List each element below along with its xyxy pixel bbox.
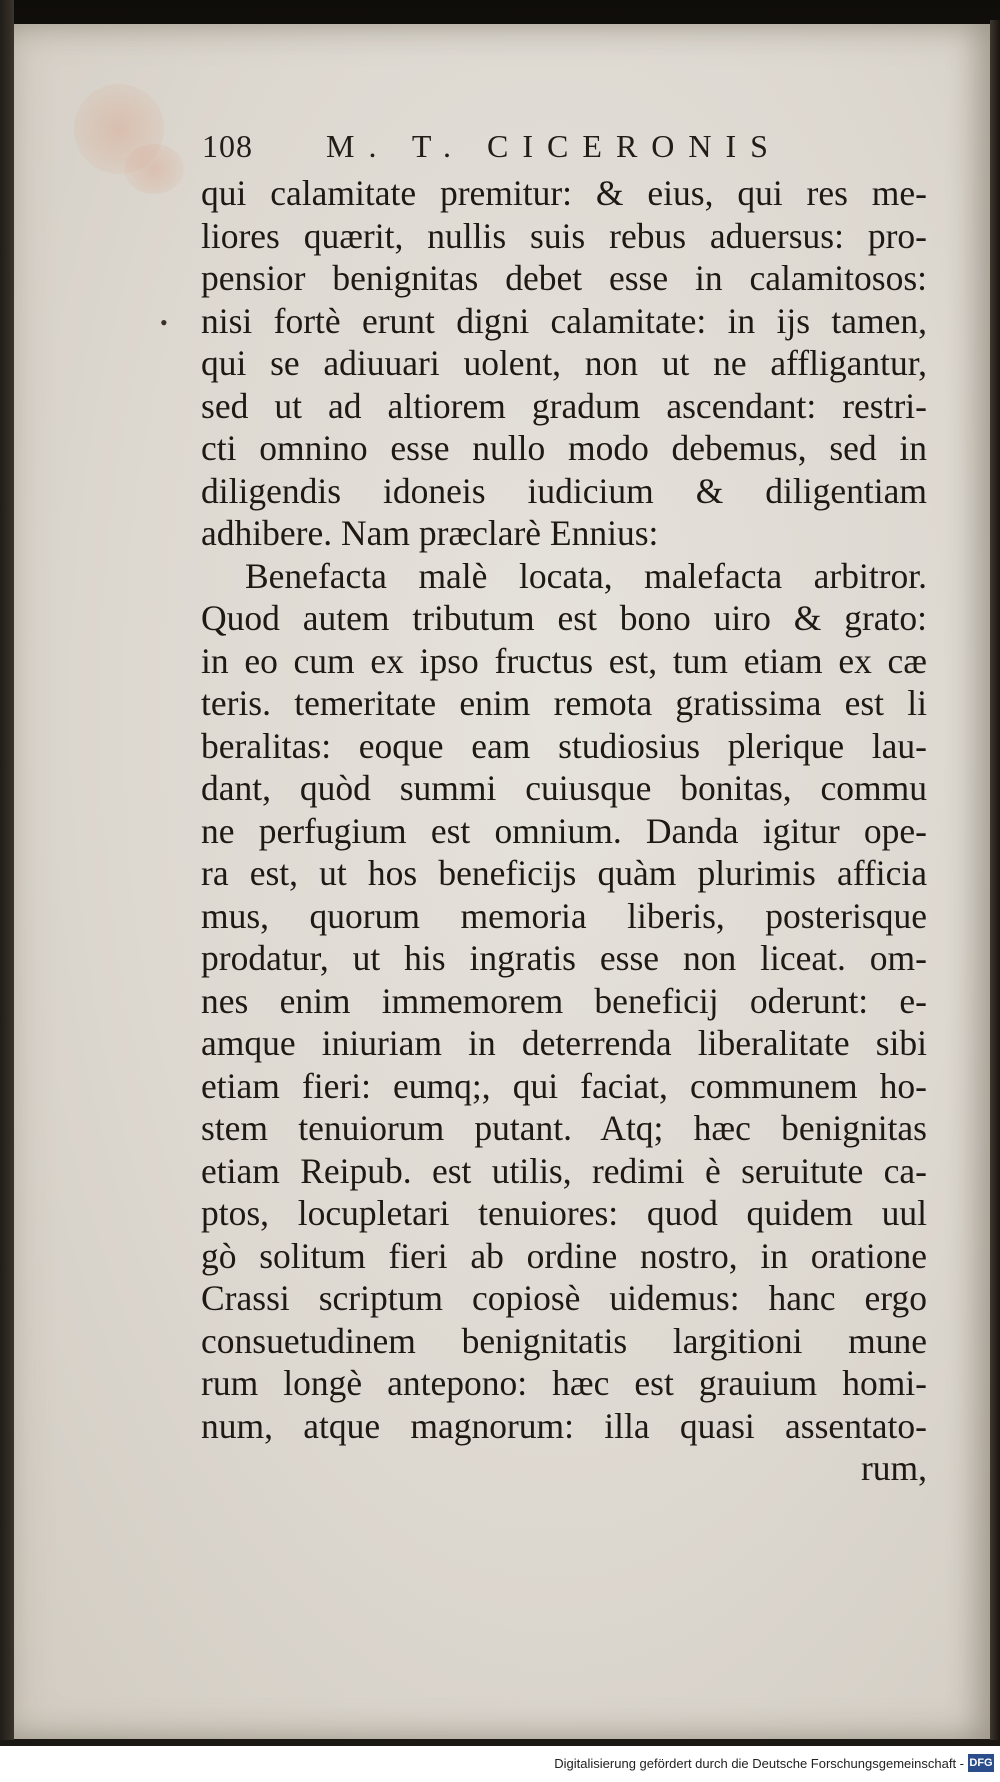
- text-line: liores quærit, nullis suis rebus aduersus: pro-: [201, 215, 927, 256]
- text-line: sed ut ad altiorem gradum ascendant: restri-: [201, 385, 927, 426]
- text-line: num, atque magnorum: illa quasi assentato-: [201, 1405, 927, 1446]
- text-line: ptos, locupletari tenuiores: quod quidem uul: [201, 1193, 927, 1233]
- text-line: Crassi scriptum copiosè uidemus: hanc ergo: [201, 1278, 927, 1318]
- text-line: amque iniuriam in deterrenda liberalitate sibi: [201, 1023, 927, 1063]
- text-line: ne perfugium est omnium. Danda igitur ope-: [201, 810, 927, 851]
- text-line: dant, quòd summi cuiusque bonitas, commu: [201, 768, 927, 808]
- text-line: consuetudinem benignitatis largitioni mune: [201, 1320, 927, 1361]
- text-line: prodatur, ut his ingratis esse non liceat. om-: [201, 938, 927, 978]
- verse-quotation: Benefacta malè locata, malefacta arbitror.: [245, 555, 927, 596]
- text-line: diligendis idoneis iudicium & diligentiam: [201, 470, 927, 511]
- book-edge-right: [990, 20, 1000, 1740]
- text-line: ra est, ut hos beneficijs quàm plurimis afficia: [201, 853, 927, 893]
- footer-bar: [0, 1746, 1000, 1782]
- text-line: stem tenuiorum putant. Atq; hæc benignitas: [201, 1108, 927, 1148]
- page-header: [202, 128, 942, 172]
- text-line: nisi fortè erunt digni calamitate: in ijs tamen,: [201, 300, 927, 341]
- text-line: beralitas: eoque eam studiosius plerique lau-: [201, 725, 927, 766]
- running-head: M. T. CICERONIS: [326, 128, 782, 164]
- text-line: pensior benignitas debet esse in calamitosos:: [201, 258, 927, 298]
- text-line: nes enim immemorem beneficij oderunt: e-: [201, 980, 927, 1021]
- text-line: gò solitum fieri ab ordine nostro, in oratione: [201, 1235, 927, 1276]
- dfg-logo: DFG: [968, 1754, 994, 1772]
- text-line: teris. temeritate enim remota gratissima est li: [201, 683, 927, 723]
- body-text: [201, 172, 927, 1490]
- text-line: qui calamitate premitur: & eius, qui res me-: [201, 173, 927, 213]
- text-line: Quod autem tributum est bono uiro & grato:: [201, 598, 927, 638]
- catchword: rum,: [860, 1448, 927, 1488]
- text-line: qui se adiuuari uolent, non ut ne affligantur,: [201, 343, 927, 383]
- page-number: 108: [202, 128, 253, 164]
- text-line: in eo cum ex ipso fructus est, tum etiam ex cæ: [201, 640, 927, 681]
- paper-stain: [124, 144, 184, 194]
- book-edge-left: [0, 0, 14, 1740]
- margin-mark: •: [160, 310, 168, 335]
- text-line: rum longè antepono: hæc est grauium homi-: [201, 1363, 927, 1403]
- text-line: cti omnino esse nullo modo debemus, sed in: [201, 428, 927, 468]
- text-line: adhibere. Nam præclarè Ennius:: [201, 513, 659, 553]
- funding-credit: Digitalisierung gefördert durch die Deutsche Forschungsgemeinschaft -: [554, 1756, 964, 1771]
- text-line: etiam Reipub. est utilis, redimi è seruitute ca-: [201, 1150, 927, 1191]
- text-line: etiam fieri: eumq;, qui faciat, communem ho-: [201, 1065, 927, 1106]
- text-line: mus, quorum memoria liberis, posterisque: [201, 895, 927, 936]
